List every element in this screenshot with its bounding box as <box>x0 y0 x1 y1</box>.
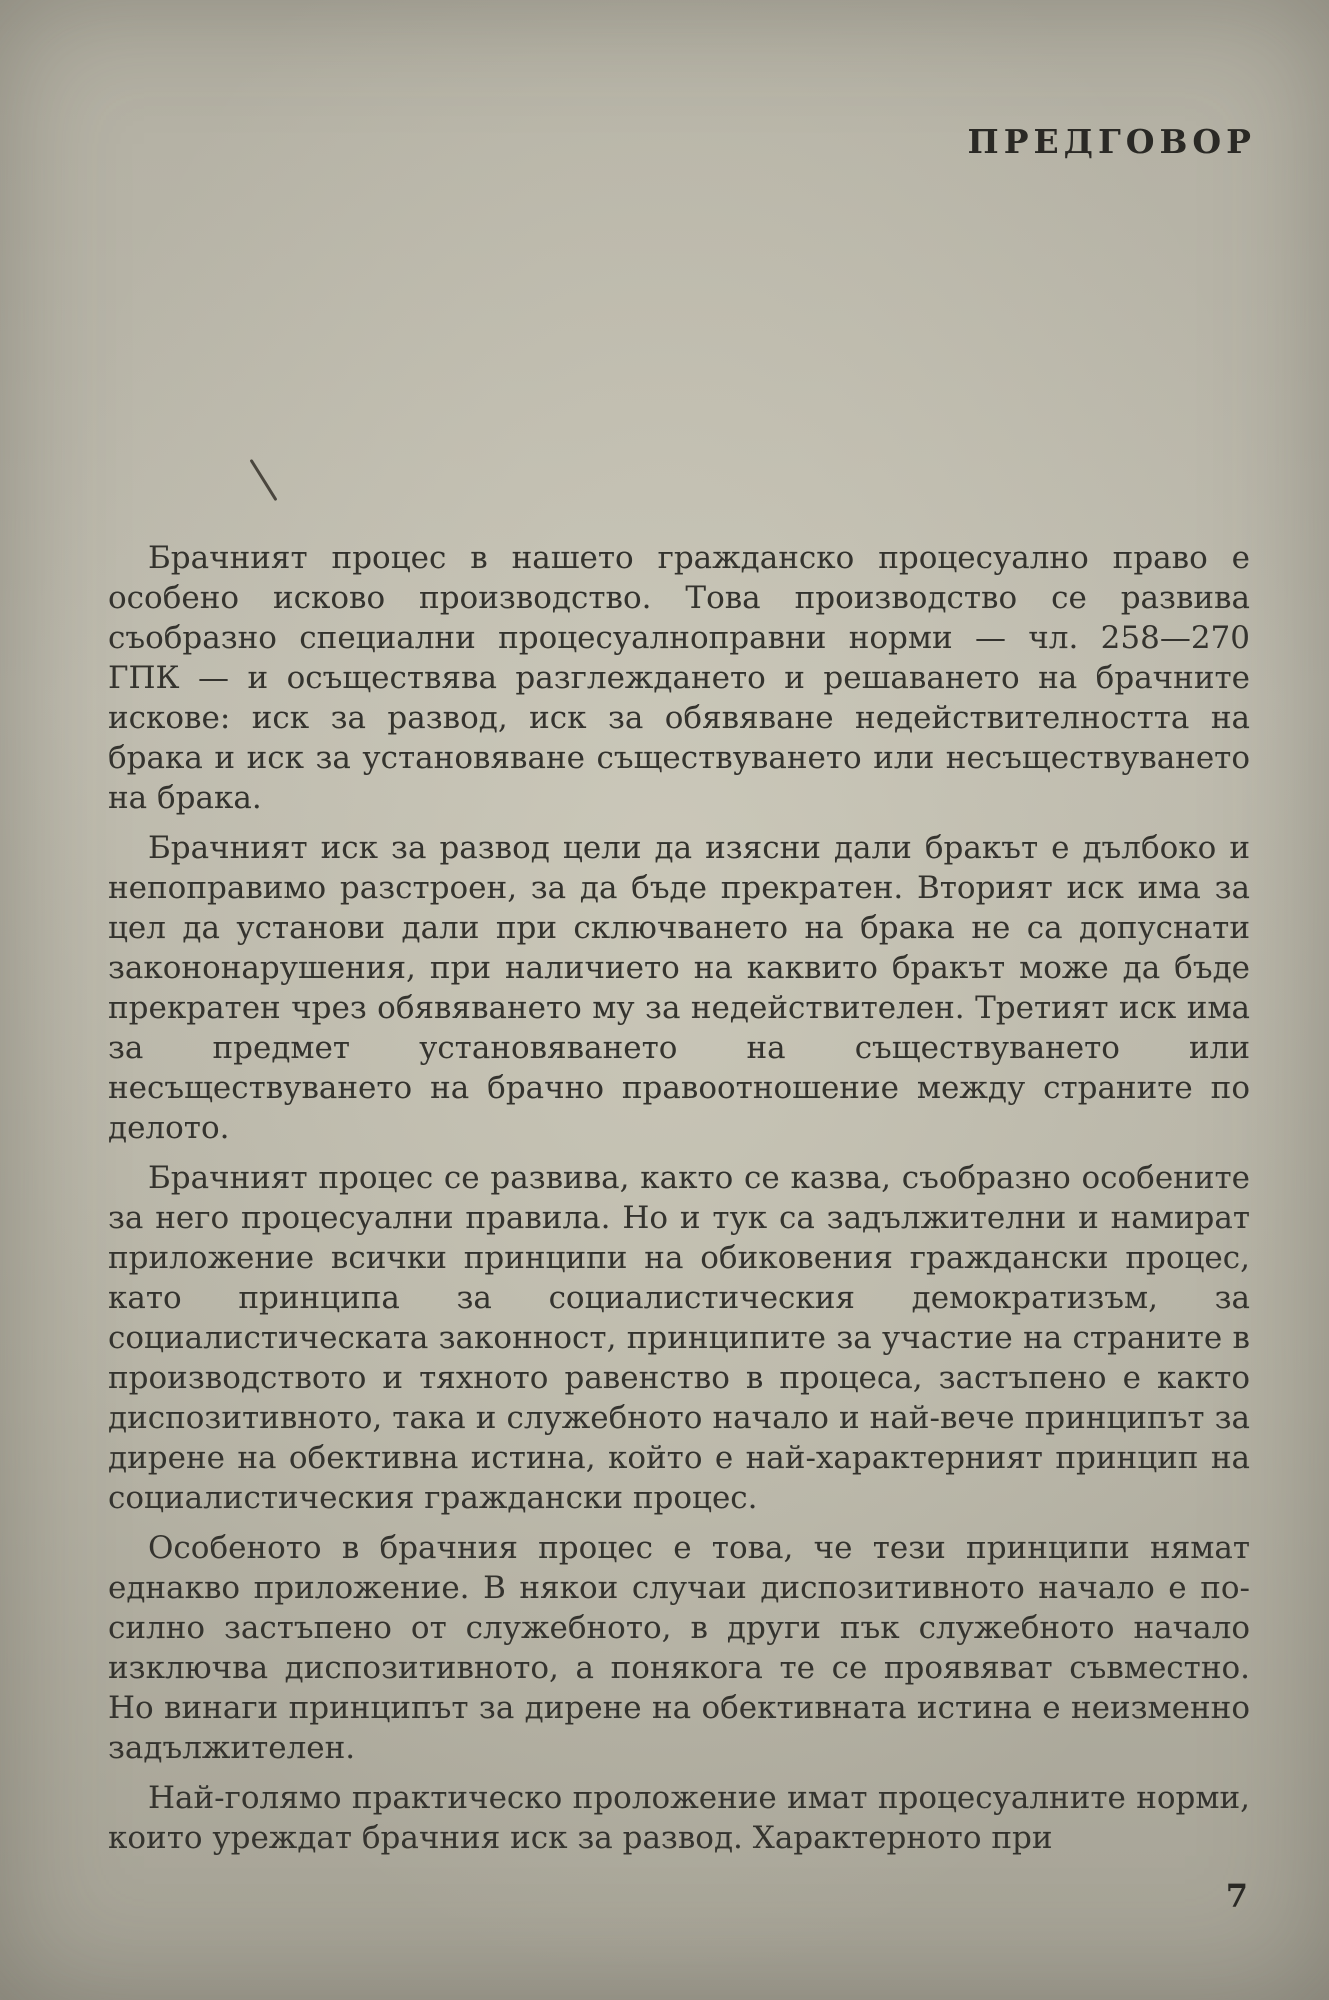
ink-mark <box>250 459 278 501</box>
paragraph-1: Брачният процес в нашето гражданско процесуално право е особено исково производство. Това производство се развива съобразно специални процесуалноправни норми — чл. 258—270 ГПК — и осъществява разглеждането и решаването на брачните искове: иск за развод, иск за обявяване недействителността на брака и иск за установяване съществуването или несъществуването на брака. <box>108 540 1250 816</box>
paragraph-5: Най-голямо практическо проложение имат процесуалните норми, които уреждат брачния иск за развод. Характерното при <box>108 1780 1250 1856</box>
page-heading: ПРЕДГОВОР <box>967 122 1256 161</box>
paragraph-4: Особеното в брачния процес е това, че тези принципи нямат еднакво приложение. В някои случаи диспозитивното начало е по-силно застъпено от служебното, в други пък служебното начало изключва диспозитивното, а понякога те се проявяват съвместно. Но винаги принципът за дирене на обективната истина е неизменно задължителен. <box>108 1530 1250 1766</box>
body-text <box>108 538 1250 1858</box>
page-number: 7 <box>1225 1877 1248 1915</box>
paragraph-3: Брачният процес се развива, както се казва, съобразно особените за него процесуални правила. Но и тук са задължителни и намират приложение всички принципи на обиковeния граждански процес, като принципа за социалистическия демократизъм, за социалистическата законност, принципите за участие на страните в производството и тяхното равенство в процеса, застъпено е както диспозитивното, така и служебното начало и най-вече принципът за дирене на обективна истина, който е най-характерният принцип на социалистическия граждански процес. <box>108 1160 1250 1516</box>
paragraph-2: Брачният иск за развод цели да изясни дали бракът е дълбоко и непоправимо разстроен, за да бъде прекратен. Вторият иск има за цел да установи дали при сключването на брака не са допуснати закононарушения, при наличието на каквито бракът може да бъде прекратен чрез обявяването му за недействителен. Третият иск има за предмет установяването на съществуването или несъществуването на брачно правоотношение между страните по делото. <box>108 830 1250 1146</box>
